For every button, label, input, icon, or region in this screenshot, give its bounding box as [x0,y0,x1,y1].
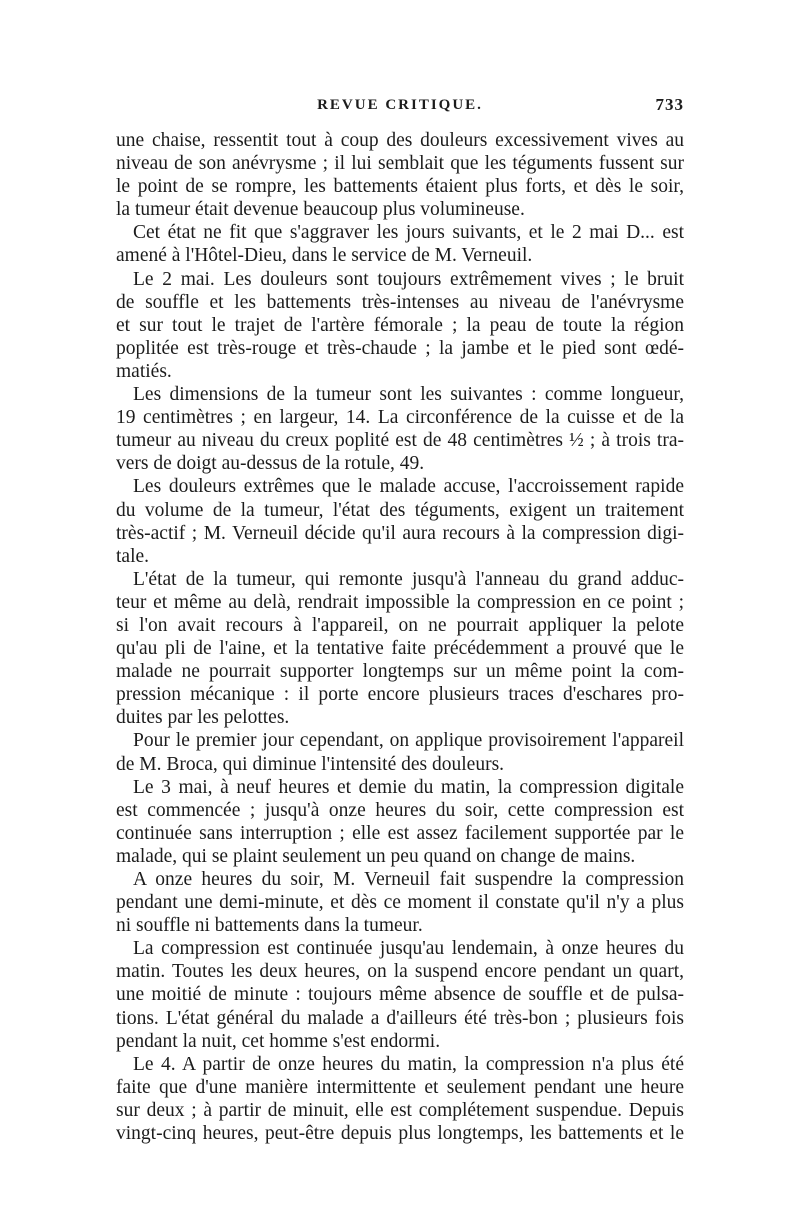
text-line: poplitée est très-rouge et très-chaude ; la jambe et le pied sont œdé- [116,337,684,359]
body-text [116,129,684,1145]
text-line: Les douleurs extrêmes que le malade accuse, l'accroissement rapide [133,476,684,498]
text-line: A onze heures du soir, M. Verneuil fait suspendre la compression [133,869,684,890]
text-line: du volume de la tumeur, l'état des téguments, exigent un traitement [116,499,684,521]
text-line: niveau de son anévrysme ; il lui semblait que les téguments fussent sur [116,153,684,175]
text-line: le point de se rompre, les battements étaient plus forts, et dès le soir, [116,176,684,198]
text-line: matiés. [116,360,172,382]
running-header [116,93,684,119]
text-line: continuée sans interruption ; elle est assez facilement supportée par le [116,822,684,844]
text-line: Pour le premier jour cependant, on applique provisoirement l'appareil [133,730,684,752]
text-line: tale. [116,545,150,567]
text-line: ni souffle ni battements dans la tumeur. [116,915,423,937]
text-line: Le 4. A partir de onze heures du matin, la compression n'a plus été [133,1053,684,1075]
text-line: malade, qui se plaint seulement un peu quand on change de mains. [116,845,636,867]
text-line: vers de doigt au-dessus de la rotule, 49. [116,453,425,475]
text-line: si l'on avait recours à l'appareil, on ne pourrait appliquer la pelote [116,614,684,636]
text-line: de souffle et les battements très-intenses au niveau de l'anévrysme [116,291,684,313]
text-line: tumeur au niveau du creux poplité est de 48 centimètres ½ ; à trois tra- [116,430,684,452]
text-line: La compression est continuée jusqu'au lendemain, à onze heures du [133,938,684,960]
text-line: amené à l'Hôtel-Dieu, dans le service de M. Verneuil. [116,245,533,267]
text-line: pendant la nuit, cet homme s'est endormi. [116,1030,441,1052]
text-line: et sur tout le trajet de l'artère fémorale ; la peau de toute la région [116,314,684,336]
text-line: Cet état ne fit que s'aggraver les jours suivants, et le 2 mai D... est [133,222,684,244]
text-line: sur deux ; à partir de minuit, elle est complétement suspendue. Depuis [116,1099,684,1121]
text-line: 19 centimètres ; en largeur, 14. La circonférence de la cuisse et de la [116,407,684,429]
text-line: Le 3 mai, à neuf heures et demie du matin, la compression digitale [133,776,684,798]
text-line: la tumeur était devenue beaucoup plus volumineuse. [116,199,525,221]
page-number: 733 [655,95,684,114]
text-line: pression mécanique : il porte encore plusieurs traces d'eschares pro- [116,684,684,706]
text-line: teur et même au delà, rendrait impossible la compression en ce point ; [116,591,684,613]
text-line: très-actif ; M. Verneuil décide qu'il aura recours à la compression digi- [116,522,684,544]
text-line: tions. L'état général du malade a d'ailleurs été très-bon ; plusieurs fois [116,1007,684,1029]
text-line: L'état de la tumeur, qui remonte jusqu'à l'anneau du grand adduc- [133,568,684,590]
text-line: qu'au pli de l'aine, et la tentative faite précédemment a prouvé que le [116,638,684,660]
text-line: duites par les pelottes. [116,707,290,729]
text-line: malade ne pourrait supporter longtemps sur un même point la com- [116,661,684,683]
text-line: de M. Broca, qui diminue l'intensité des douleurs. [116,753,505,775]
text-line: vingt-cinq heures, peut-être depuis plus longtemps, les battements et le [116,1123,684,1145]
text-line: Les dimensions de la tumeur sont les suivantes : comme longueur, [133,384,684,406]
text-line: matin. Toutes les deux heures, on la suspend encore pendant un quart, [116,961,684,983]
text-line: une moitié de minute : toujours même absence de souffle et de pulsa- [116,984,684,1006]
text-line: Le 2 mai. Les douleurs sont toujours extrêmement vives ; le bruit [133,268,684,290]
text-line: une chaise, ressentit tout à coup des douleurs excessivement vives au [116,130,684,151]
running-title: REVUE CRITIQUE. [317,97,483,113]
text-line: pendant une demi-minute, et dès ce moment il constate qu'il n'y a plus [116,892,684,914]
text-line: faite que d'une manière intermittente et seulement pendant une heure [116,1076,684,1098]
text-line: est commencée ; jusqu'à onze heures du soir, cette compression est [116,799,684,821]
